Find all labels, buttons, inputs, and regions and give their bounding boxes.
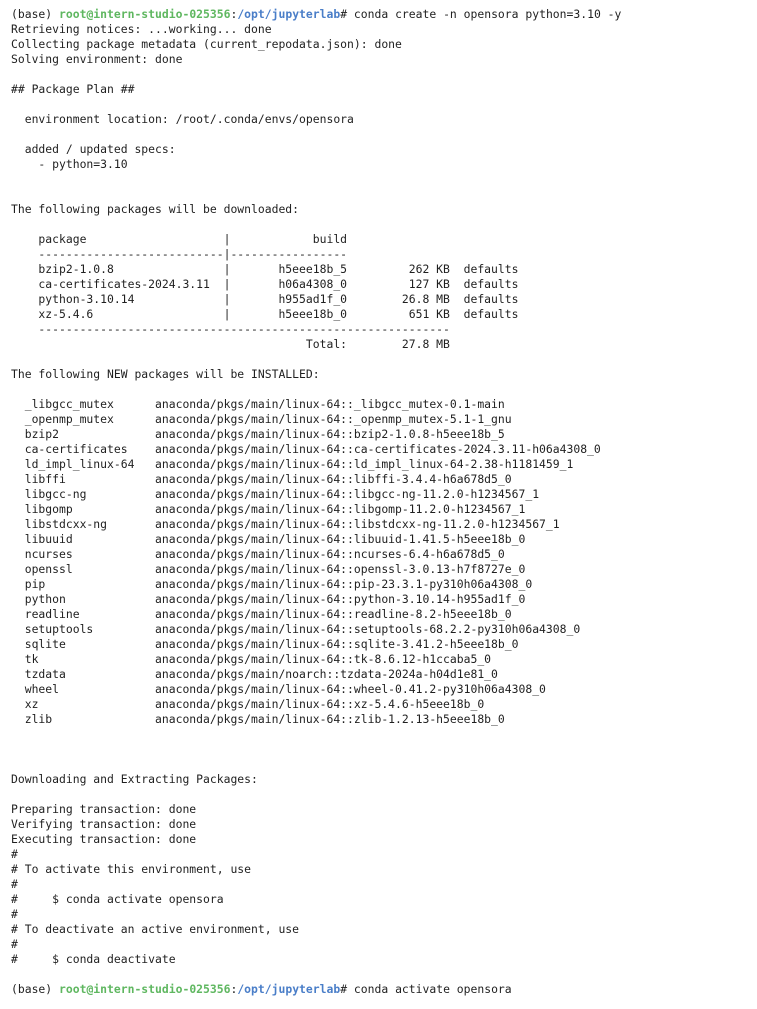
terminal-window[interactable] bbox=[0, 7, 757, 1009]
output-line bbox=[11, 967, 757, 982]
output-line bbox=[11, 352, 757, 367]
prompt-separator: : bbox=[230, 982, 238, 996]
output-line: sqlite anaconda/pkgs/main/linux-64::sqlite-3.41.2-h5eee18b_0 bbox=[11, 637, 519, 651]
output-line: xz-5.4.6 | h5eee18b_0 651 KB defaults bbox=[11, 307, 519, 321]
output-line: libuuid anaconda/pkgs/main/linux-64::libuuid-1.41.5-h5eee18b_0 bbox=[11, 532, 526, 546]
output-line bbox=[11, 742, 757, 757]
output-line: # bbox=[11, 847, 18, 861]
prompt-symbol: # bbox=[340, 7, 354, 21]
output-line: libgomp anaconda/pkgs/main/linux-64::libgomp-11.2.0-h1234567_1 bbox=[11, 502, 526, 516]
output-line: ld_impl_linux-64 anaconda/pkgs/main/linux-64::ld_impl_linux-64-2.38-h1181459_1 bbox=[11, 457, 574, 471]
output-line: environment location: /root/.conda/envs/opensora bbox=[11, 112, 354, 126]
output-line: ncurses anaconda/pkgs/main/linux-64::ncurses-6.4-h6a678d5_0 bbox=[11, 547, 505, 561]
output-line: _openmp_mutex anaconda/pkgs/main/linux-64::_openmp_mutex-5.1-1_gnu bbox=[11, 412, 512, 426]
output-line bbox=[11, 172, 757, 187]
output-line: # bbox=[11, 907, 18, 921]
prompt-symbol: # bbox=[340, 982, 354, 996]
prompt-path: /opt/jupyterlab bbox=[237, 7, 341, 21]
prompt-env: (base) bbox=[11, 982, 60, 996]
output-line: zlib anaconda/pkgs/main/linux-64::zlib-1.2.13-h5eee18b_0 bbox=[11, 712, 505, 726]
output-line bbox=[11, 382, 757, 397]
prompt-user-host: root@intern-studio-025356 bbox=[59, 982, 231, 996]
output-line: tk anaconda/pkgs/main/linux-64::tk-8.6.12-h1ccaba5_0 bbox=[11, 652, 492, 666]
command-text: conda create -n opensora python=3.10 -y bbox=[353, 7, 622, 21]
output-line: Solving environment: done bbox=[11, 52, 183, 66]
output-line: openssl anaconda/pkgs/main/linux-64::openssl-3.0.13-h7f8727e_0 bbox=[11, 562, 526, 576]
output-line: Collecting package metadata (current_repodata.json): done bbox=[11, 37, 402, 51]
output-line bbox=[11, 97, 757, 112]
output-line: ca-certificates-2024.3.11 | h06a4308_0 127 KB defaults bbox=[11, 277, 519, 291]
output-line: readline anaconda/pkgs/main/linux-64::readline-8.2-h5eee18b_0 bbox=[11, 607, 512, 621]
prompt-line-create bbox=[11, 7, 757, 22]
prompt-separator: : bbox=[230, 7, 238, 21]
output-line: libgcc-ng anaconda/pkgs/main/linux-64::libgcc-ng-11.2.0-h1234567_1 bbox=[11, 487, 540, 501]
output-line: bzip2-1.0.8 | h5eee18b_5 262 KB defaults bbox=[11, 262, 519, 276]
output-line bbox=[11, 787, 757, 802]
output-line bbox=[11, 757, 757, 772]
prompt-env: (base) bbox=[11, 7, 60, 21]
output-line: _libgcc_mutex anaconda/pkgs/main/linux-64::_libgcc_mutex-0.1-main bbox=[11, 397, 505, 411]
output-line: pip anaconda/pkgs/main/linux-64::pip-23.3.1-py310h06a4308_0 bbox=[11, 577, 533, 591]
prompt-user-host: root@intern-studio-025356 bbox=[59, 7, 231, 21]
output-line bbox=[11, 127, 757, 142]
output-line: ## Package Plan ## bbox=[11, 82, 135, 96]
output-line: package | build bbox=[11, 232, 348, 246]
output-line: The following NEW packages will be INSTALLED: bbox=[11, 367, 320, 381]
output-line: # To activate this environment, use bbox=[11, 862, 252, 876]
output-line: Total: 27.8 MB bbox=[11, 337, 450, 351]
output-line bbox=[11, 67, 757, 82]
output-line: libstdcxx-ng anaconda/pkgs/main/linux-64::libstdcxx-ng-11.2.0-h1234567_1 bbox=[11, 517, 560, 531]
output-line: setuptools anaconda/pkgs/main/linux-64::setuptools-68.2.2-py310h06a4308_0 bbox=[11, 622, 581, 636]
output-line bbox=[11, 217, 757, 232]
output-line bbox=[11, 727, 757, 742]
command-output bbox=[11, 22, 757, 982]
output-line bbox=[11, 187, 757, 202]
output-line: Executing transaction: done bbox=[11, 832, 197, 846]
output-line: bzip2 anaconda/pkgs/main/linux-64::bzip2-1.0.8-h5eee18b_5 bbox=[11, 427, 505, 441]
output-line: added / updated specs: bbox=[11, 142, 176, 156]
output-line: python-3.10.14 | h955ad1f_0 26.8 MB defaults bbox=[11, 292, 519, 306]
prompt-path: /opt/jupyterlab bbox=[237, 982, 341, 996]
command-text: conda activate opensora bbox=[353, 982, 512, 996]
output-line: Downloading and Extracting Packages: bbox=[11, 772, 258, 786]
output-line: libffi anaconda/pkgs/main/linux-64::libffi-3.4.4-h6a678d5_0 bbox=[11, 472, 512, 486]
output-line: wheel anaconda/pkgs/main/linux-64::wheel-0.41.2-py310h06a4308_0 bbox=[11, 682, 546, 696]
output-line: ca-certificates anaconda/pkgs/main/linux-64::ca-certificates-2024.3.11-h06a4308_0 bbox=[11, 442, 601, 456]
output-line: Retrieving notices: ...working... done bbox=[11, 22, 272, 36]
output-line: # To deactivate an active environment, use bbox=[11, 922, 300, 936]
output-line: ---------------------------|----------------- bbox=[11, 247, 348, 261]
output-line: python anaconda/pkgs/main/linux-64::python-3.10.14-h955ad1f_0 bbox=[11, 592, 526, 606]
output-line: # $ conda deactivate bbox=[11, 952, 176, 966]
output-line: - python=3.10 bbox=[11, 157, 128, 171]
output-line: # bbox=[11, 937, 18, 951]
output-line: tzdata anaconda/pkgs/main/noarch::tzdata-2024a-h04d1e81_0 bbox=[11, 667, 498, 681]
output-line: # bbox=[11, 877, 18, 891]
output-line: Preparing transaction: done bbox=[11, 802, 197, 816]
prompt-line-activate bbox=[11, 982, 757, 997]
output-line: xz anaconda/pkgs/main/linux-64::xz-5.4.6-h5eee18b_0 bbox=[11, 697, 485, 711]
output-line: # $ conda activate opensora bbox=[11, 892, 224, 906]
output-line: Verifying transaction: done bbox=[11, 817, 197, 831]
output-line: ------------------------------------------------------------ bbox=[11, 322, 450, 336]
output-line: The following packages will be downloaded: bbox=[11, 202, 300, 216]
